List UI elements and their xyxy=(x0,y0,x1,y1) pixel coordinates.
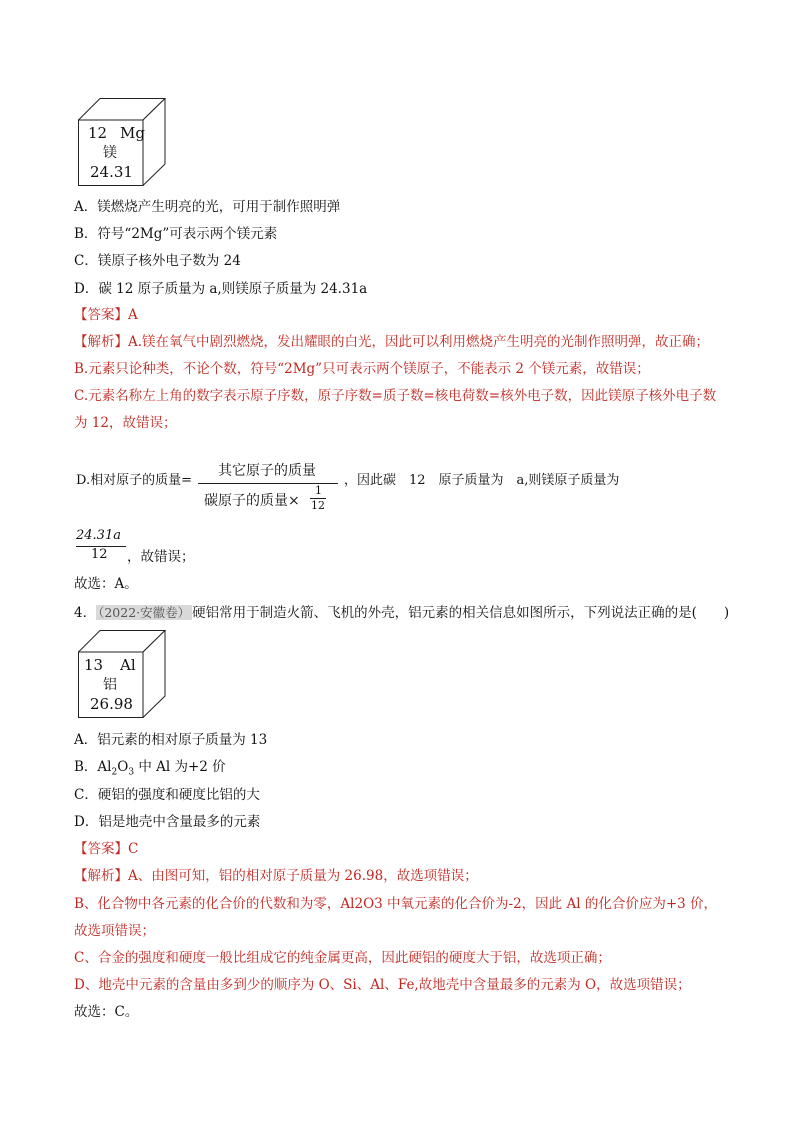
element-symbol: Al xyxy=(120,656,136,674)
analysis-d-suffix: ，因此碳 12 原子质量为 a,则镁原子质量为 xyxy=(344,473,620,488)
analysis-d: D、地壳中元素的含量由多到少的顺序为 O、Si、Al、Fe,故地壳中含量最多的元素为 O，故选项错误； xyxy=(74,977,691,993)
source-tag: （2022·安徽卷） xyxy=(98,605,191,620)
question-4-stem xyxy=(74,604,729,622)
option-c: C．硬铝的强度和硬度比铝的大 xyxy=(74,787,260,803)
atomic-mass: 24.31 xyxy=(90,163,133,181)
analysis-d-prefix: D.相对原子的质量= xyxy=(76,473,192,488)
option-c: C．镁原子核外电子数为 24 xyxy=(74,253,241,269)
analysis-b-line1: B、化合物中各元素的化合价的代数和为零，Al2O3 中氧元素的化合价为-2，因此 Al 的化合价应为+3 价， xyxy=(74,896,718,912)
answer-label: 【答案】 xyxy=(74,841,128,857)
element-card-mg xyxy=(78,98,168,186)
atomic-number: 12 xyxy=(88,124,108,142)
result-numerator: 24.31a xyxy=(76,528,121,543)
option-a: A．铝元素的相对原子质量为 13 xyxy=(74,732,268,748)
analysis-a xyxy=(74,333,709,351)
result-suffix: ，故错误； xyxy=(127,549,195,565)
question-stem: 硬铝常用于制造火箭、飞机的外壳，铝元素的相关信息如图所示，下列说法正确的是( ) xyxy=(192,605,730,621)
formula-small-frac xyxy=(309,484,329,514)
formula-small-num: 1 xyxy=(315,484,322,497)
atomic-number: 13 xyxy=(84,656,104,674)
option-b-mid: O xyxy=(117,759,129,775)
analysis-label: 【解析】 xyxy=(74,334,128,350)
analysis-b-line2: 故选项错误； xyxy=(74,923,155,939)
element-symbol: Mg xyxy=(120,124,145,142)
element-name: 铝 xyxy=(103,677,117,693)
answer-value: A xyxy=(128,307,138,323)
conclusion-q3: 故选：A。 xyxy=(74,576,138,592)
element-card-al xyxy=(78,630,168,718)
formula-denominator: 碳原子的质量× xyxy=(204,493,300,509)
result-denominator: 12 xyxy=(91,547,108,562)
answer-value: C xyxy=(128,841,139,857)
analysis-a xyxy=(74,867,478,885)
option-b-post: 中 Al 为+2 价 xyxy=(134,759,226,775)
analysis-c-line1: C.元素名称左上角的数字表示原子序数，原子序数=质子数=核电荷数=核外电子数，因此镁原子核外电子数 xyxy=(74,388,717,404)
result-fraction xyxy=(76,528,130,564)
option-b-sub1: 2 xyxy=(111,767,118,778)
analysis-b: B.元素只论种类，不论个数，符号“2Mg”只可表示两个镁原子，不能表示 2 个镁元素，故错误； xyxy=(74,361,650,377)
option-a: A．镁燃烧产生明亮的光，可用于制作照明弹 xyxy=(74,199,341,215)
element-name: 镁 xyxy=(103,145,117,161)
atomic-mass: 26.98 xyxy=(90,695,133,713)
analysis-a-text: A、由图可知，铝的相对原子质量为 26.98，故选项错误； xyxy=(128,868,478,884)
relative-mass-formula xyxy=(196,456,340,516)
formula-small-den: 12 xyxy=(311,499,325,512)
question-number: 4． xyxy=(74,605,97,621)
formula-numerator: 其它原子的质量 xyxy=(218,463,316,479)
analysis-a-text: A.镁在氧气中剧烈燃烧，发出耀眼的白光，因此可以利用燃烧产生明亮的光制作照明弹，故正确； xyxy=(128,334,710,350)
option-b-pre: B．Al xyxy=(74,759,112,775)
option-b xyxy=(74,758,226,782)
option-b-sub2: 3 xyxy=(128,767,135,778)
option-b: B．符号“2Mg”可表示两个镁元素 xyxy=(74,226,278,242)
answer xyxy=(74,840,138,858)
option-d: D．铝是地壳中含量最多的元素 xyxy=(74,814,261,830)
option-d: D．碳 12 原子质量为 a,则镁原子质量为 24.31a xyxy=(74,281,368,297)
analysis-label: 【解析】 xyxy=(74,868,128,884)
analysis-c: C、合金的强度和硬度一般比组成它的纯金属更高，因此硬铝的硬度大于铝，故选项正确； xyxy=(74,950,611,966)
conclusion-q4: 故选：C。 xyxy=(74,1004,139,1020)
analysis-c-line2: 为 12，故错误； xyxy=(74,415,177,431)
answer xyxy=(74,306,138,324)
answer-label: 【答案】 xyxy=(74,307,128,323)
